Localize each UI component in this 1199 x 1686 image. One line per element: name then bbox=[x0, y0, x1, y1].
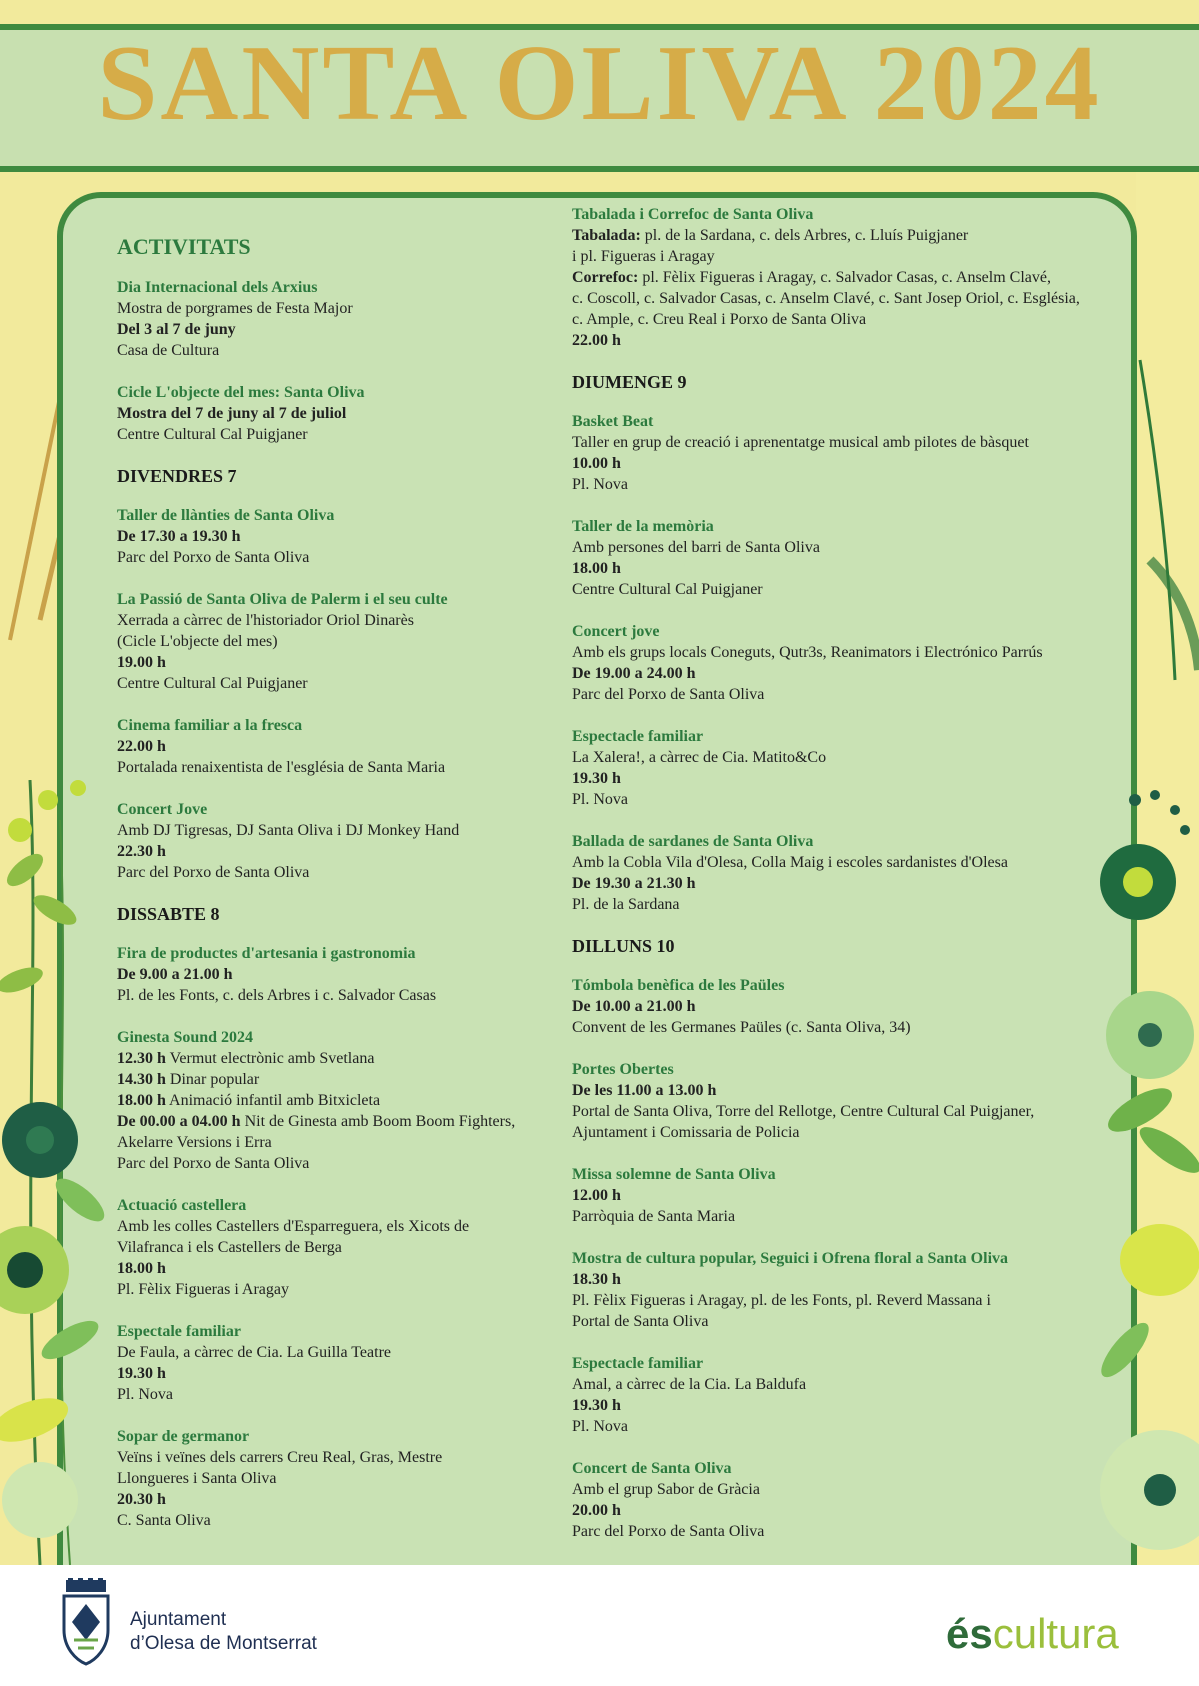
event-title: Fira de productes d'artesania i gastronomia bbox=[117, 945, 416, 962]
event-line: Parc del Porxo de Santa Oliva bbox=[117, 864, 310, 881]
event-item bbox=[572, 1248, 1112, 1332]
event-line: Parc del Porxo de Santa Oliva bbox=[572, 686, 765, 703]
event-line: Mostra de porgrames de Festa Major bbox=[117, 300, 353, 317]
event-title: Tómbola benèfica de les Paüles bbox=[572, 977, 785, 994]
coat-of-arms-icon bbox=[60, 1578, 112, 1666]
event-line: 19.30 h bbox=[572, 1397, 621, 1414]
event-line: Parròquia de Santa Maria bbox=[572, 1208, 736, 1225]
event-line bbox=[572, 225, 1112, 246]
event-title: Portes Obertes bbox=[572, 1061, 674, 1078]
activitats-list bbox=[117, 277, 587, 445]
event-item bbox=[117, 715, 587, 778]
event-item bbox=[117, 1195, 587, 1300]
event-line: De 10.00 a 21.00 h bbox=[572, 998, 696, 1015]
event-title: Missa solemne de Santa Oliva bbox=[572, 1166, 776, 1183]
event-line: Portalada renaixentista de l'església de Santa Maria bbox=[117, 759, 446, 776]
day-heading-diumenge: DIUMENGE 9 bbox=[572, 372, 687, 392]
event-line-bold: 18.00 h bbox=[117, 1092, 166, 1109]
event-line-bold: 12.30 h bbox=[117, 1050, 166, 1067]
event-item bbox=[572, 204, 1112, 351]
event-line: 18.00 h bbox=[572, 560, 621, 577]
event-line-bold: De 00.00 a 04.00 h bbox=[117, 1113, 241, 1130]
event-line: Amb els grups locals Coneguts, Qutr3s, Reanimators i Electrónico Parrús bbox=[572, 644, 1043, 661]
event-line: Vilafranca i els Castellers de Berga bbox=[117, 1239, 342, 1256]
event-line: Parc del Porxo de Santa Oliva bbox=[572, 1523, 765, 1540]
event-title: Ginesta Sound 2024 bbox=[117, 1029, 254, 1046]
event-line bbox=[117, 1069, 587, 1090]
event-title: Tabalada i Correfoc de Santa Oliva bbox=[572, 206, 814, 223]
escultura-logo bbox=[946, 1610, 1119, 1658]
event-line: Mostra del 7 de juny al 7 de juliol bbox=[117, 405, 347, 422]
event-line: Pl. Nova bbox=[572, 1418, 628, 1435]
day-heading-divendres: DIVENDRES 7 bbox=[117, 466, 237, 486]
event-title: Basket Beat bbox=[572, 413, 654, 430]
event-line-bold: 14.30 h bbox=[117, 1071, 166, 1088]
event-line: 20.00 h bbox=[572, 1502, 621, 1519]
day-heading-dissabte: DISSABTE 8 bbox=[117, 904, 220, 924]
event-line: De 19.00 a 24.00 h bbox=[572, 665, 696, 682]
ajuntament-logo bbox=[60, 1578, 400, 1668]
event-line: Veïns i veïnes dels carrers Creu Real, Gras, Mestre bbox=[117, 1449, 443, 1466]
event-line: Ajuntament i Comissaria de Policia bbox=[572, 1124, 800, 1141]
event-item bbox=[117, 1426, 587, 1531]
event-line-bold: Tabalada: bbox=[572, 227, 641, 244]
event-line: De Faula, a càrrec de Cia. La Guilla Teatre bbox=[117, 1344, 391, 1361]
event-line-text: Vermut electrònic amb Svetlana bbox=[165, 1050, 375, 1067]
left-column bbox=[117, 204, 587, 1552]
ajuntament-name bbox=[130, 1608, 317, 1656]
event-line bbox=[117, 1111, 587, 1132]
page-title: SANTA OLIVA 2024 bbox=[97, 24, 1102, 143]
event-line: Xerrada a càrrec de l'historiador Oriol Dinarès bbox=[117, 612, 414, 629]
event-line-text: Nit de Ginesta amb Boom Boom Fighters, bbox=[240, 1113, 516, 1130]
event-line: 18.00 h bbox=[117, 1260, 166, 1277]
event-item bbox=[572, 621, 1112, 705]
event-line: Del 3 al 7 de juny bbox=[117, 321, 236, 338]
event-line: Pl. Nova bbox=[572, 476, 628, 493]
event-line-text: pl. de la Sardana, c. dels Arbres, c. Lluís Puigjaner bbox=[640, 227, 969, 244]
event-line: Parc del Porxo de Santa Oliva bbox=[117, 1155, 310, 1172]
event-title: Concert Jove bbox=[117, 801, 208, 818]
event-line: Portal de Santa Oliva, Torre del Rellotge, Centre Cultural Cal Puigjaner, bbox=[572, 1103, 1035, 1120]
event-line: 22.00 h bbox=[572, 332, 621, 349]
event-line-text: Animació infantil amb Bitxicleta bbox=[165, 1092, 381, 1109]
event-line: 19.00 h bbox=[117, 654, 166, 671]
event-item bbox=[572, 1059, 1112, 1143]
ajuntament-line1: Ajuntament bbox=[130, 1609, 227, 1630]
event-line: 18.30 h bbox=[572, 1271, 621, 1288]
event-item bbox=[572, 975, 1112, 1038]
event-line: Pl. Fèlix Figueras i Aragay bbox=[117, 1281, 289, 1298]
event-title: Sopar de germanor bbox=[117, 1428, 250, 1445]
event-item bbox=[117, 277, 587, 361]
event-line-bold: Correfoc: bbox=[572, 269, 639, 286]
event-line: Centre Cultural Cal Puigjaner bbox=[117, 426, 308, 443]
event-line: Portal de Santa Oliva bbox=[572, 1313, 709, 1330]
event-title: Concert de Santa Oliva bbox=[572, 1460, 732, 1477]
event-line: De 19.30 a 21.30 h bbox=[572, 875, 696, 892]
event-line-text: pl. Fèlix Figueras i Aragay, c. Salvador Casas, c. Anselm Clavé, bbox=[638, 269, 1051, 286]
event-line: 10.00 h bbox=[572, 455, 621, 472]
event-line: De 9.00 a 21.00 h bbox=[117, 966, 233, 983]
event-line: 19.30 h bbox=[117, 1365, 166, 1382]
event-title: Ballada de sardanes de Santa Oliva bbox=[572, 833, 814, 850]
escultura-cultura: cultura bbox=[992, 1610, 1119, 1657]
event-line: De les 11.00 a 13.00 h bbox=[572, 1082, 717, 1099]
event-line: 22.00 h bbox=[117, 738, 166, 755]
event-title: Espectale familiar bbox=[117, 1323, 241, 1340]
event-line: c. Ample, c. Creu Real i Porxo de Santa Oliva bbox=[572, 311, 867, 328]
event-item bbox=[572, 1458, 1112, 1542]
event-title: Mostra de cultura popular, Seguici i Ofrena floral a Santa Oliva bbox=[572, 1250, 1009, 1267]
diumenge-list bbox=[572, 411, 1112, 915]
event-item bbox=[572, 1164, 1112, 1227]
day-heading-dilluns: DILLUNS 10 bbox=[572, 936, 675, 956]
event-title: Espectacle familiar bbox=[572, 1355, 704, 1372]
event-line bbox=[572, 267, 1112, 288]
event-line bbox=[117, 1048, 587, 1069]
event-line: Llongueres i Santa Oliva bbox=[117, 1470, 277, 1487]
flower-center-icon bbox=[1123, 867, 1153, 897]
event-item bbox=[572, 411, 1112, 495]
event-item bbox=[117, 1027, 587, 1174]
event-line: Amb persones del barri de Santa Oliva bbox=[572, 539, 820, 556]
event-item bbox=[572, 1353, 1112, 1437]
dissabte-list bbox=[117, 943, 587, 1531]
event-line: La Xalera!, a càrrec de Cia. Matito&Co bbox=[572, 749, 827, 766]
event-line: Amb el grup Sabor de Gràcia bbox=[572, 1481, 760, 1498]
event-item bbox=[117, 382, 587, 445]
event-line: 20.30 h bbox=[117, 1491, 166, 1508]
event-title: Espectacle familiar bbox=[572, 728, 704, 745]
escultura-es: és bbox=[946, 1610, 993, 1657]
event-line: c. Coscoll, c. Salvador Casas, c. Anselm Clavé, c. Sant Josep Oriol, c. Església, bbox=[572, 290, 1080, 307]
event-line: 19.30 h bbox=[572, 770, 621, 787]
event-line: Taller en grup de creació i aprenentatge musical amb pilotes de bàsquet bbox=[572, 434, 1029, 451]
flowers-left-decoration bbox=[0, 780, 115, 1565]
event-title: Actuació castellera bbox=[117, 1197, 247, 1214]
event-line: Pl. de la Sardana bbox=[572, 896, 680, 913]
event-line: i pl. Figueras i Aragay bbox=[572, 248, 715, 265]
event-title: La Passió de Santa Oliva de Palerm i el seu culte bbox=[117, 591, 448, 608]
event-title: Taller de llànties de Santa Oliva bbox=[117, 507, 335, 524]
right-column bbox=[572, 204, 1112, 1563]
event-item bbox=[117, 1321, 587, 1405]
event-line: Pl. de les Fonts, c. dels Arbres i c. Salvador Casas bbox=[117, 987, 437, 1004]
event-line: Amal, a càrrec de la Cia. La Baldufa bbox=[572, 1376, 807, 1393]
event-line: 22.30 h bbox=[117, 843, 166, 860]
event-line bbox=[117, 1090, 587, 1111]
event-line: Amb les colles Castellers d'Esparreguera, els Xicots de bbox=[117, 1218, 470, 1235]
ajuntament-line2: d’Olesa de Montserrat bbox=[130, 1633, 317, 1654]
event-title: Concert jove bbox=[572, 623, 660, 640]
event-line: Amb DJ Tigresas, DJ Santa Oliva i DJ Monkey Hand bbox=[117, 822, 460, 839]
event-line: Amb la Cobla Vila d'Olesa, Colla Maig i escoles sardanistes d'Olesa bbox=[572, 854, 1008, 871]
event-item bbox=[117, 505, 587, 568]
event-title: Dia Internacional dels Arxius bbox=[117, 279, 318, 296]
event-line: C. Santa Oliva bbox=[117, 1512, 211, 1529]
event-line-text: Dinar popular bbox=[165, 1071, 260, 1088]
event-item bbox=[572, 516, 1112, 600]
event-line: Convent de les Germanes Paüles (c. Santa Oliva, 34) bbox=[572, 1019, 911, 1036]
event-line: Parc del Porxo de Santa Oliva bbox=[117, 549, 310, 566]
event-item bbox=[117, 799, 587, 883]
activitats-heading: ACTIVITATS bbox=[117, 234, 251, 259]
event-title: Taller de la memòria bbox=[572, 518, 714, 535]
event-item bbox=[117, 589, 587, 694]
event-line: Pl. Nova bbox=[572, 791, 628, 808]
event-line: Akelarre Versions i Erra bbox=[117, 1134, 272, 1151]
tabalada-correfoc-list bbox=[572, 204, 1112, 351]
dilluns-list bbox=[572, 975, 1112, 1542]
event-line: (Cicle L'objecte del mes) bbox=[117, 633, 278, 650]
event-line: Centre Cultural Cal Puigjaner bbox=[572, 581, 763, 598]
event-item bbox=[117, 943, 587, 1006]
event-item bbox=[572, 831, 1112, 915]
event-line: De 17.30 a 19.30 h bbox=[117, 528, 241, 545]
event-title: Cinema familiar a la fresca bbox=[117, 717, 303, 734]
event-item bbox=[572, 726, 1112, 810]
event-line: Pl. Fèlix Figueras i Aragay, pl. de les Fonts, pl. Reverd Massana i bbox=[572, 1292, 991, 1309]
flowers-right-decoration bbox=[1080, 790, 1199, 1565]
event-title: Cicle L'objecte del mes: Santa Oliva bbox=[117, 384, 365, 401]
event-line: Pl. Nova bbox=[117, 1386, 173, 1403]
divendres-list bbox=[117, 505, 587, 883]
event-line: Centre Cultural Cal Puigjaner bbox=[117, 675, 308, 692]
event-line: 12.00 h bbox=[572, 1187, 621, 1204]
event-line: Casa de Cultura bbox=[117, 342, 220, 359]
